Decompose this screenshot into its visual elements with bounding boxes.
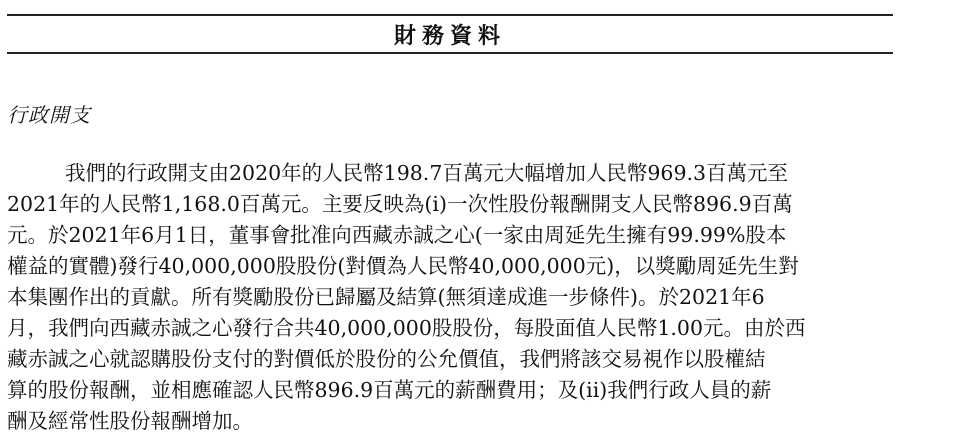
paragraph-line: 本集團作出的貢獻。所有獎勵股份已歸屬及結算(無須達成進一步條件)。於2021年6: [7, 285, 765, 309]
paragraph-line: 2021年的人民幣1,168.0百萬元。主要反映為(i)一次性股份報酬開支人民幣896.9百萬: [7, 192, 793, 216]
paragraph-line: 權益的實體)發行40,000,000股股份(對價為人民幣40,000,000元)，以獎勵周延先生對: [7, 254, 799, 278]
body-paragraph: [7, 158, 895, 437]
subheading: 行政開支: [7, 103, 91, 127]
paragraph-line: 我們的行政開支由2020年的人民幣198.7百萬元大幅增加人民幣969.3百萬元至: [65, 161, 789, 185]
section-title: 財務資料: [393, 23, 506, 49]
paragraph-line: 算的股份報酬，並相應確認人民幣896.9百萬元的薪酬費用；及(ii)我們行政人員的薪: [7, 378, 772, 402]
paragraph-line: 酬及經常性股份報酬增加。: [7, 409, 253, 433]
paragraph-line: 月，我們向西藏赤誠之心發行合共40,000,000股股份，每股面值人民幣1.00元。由於西: [7, 316, 806, 340]
paragraph-line: 元。於2021年6月1日，董事會批准向西藏赤誠之心(一家由周延先生擁有99.99%股本: [7, 223, 787, 247]
paragraph-line: 藏赤誠之心就認購股份支付的對價低於股份的公允價值，我們將該交易視作以股權結: [7, 347, 766, 371]
section-header: [7, 14, 893, 54]
